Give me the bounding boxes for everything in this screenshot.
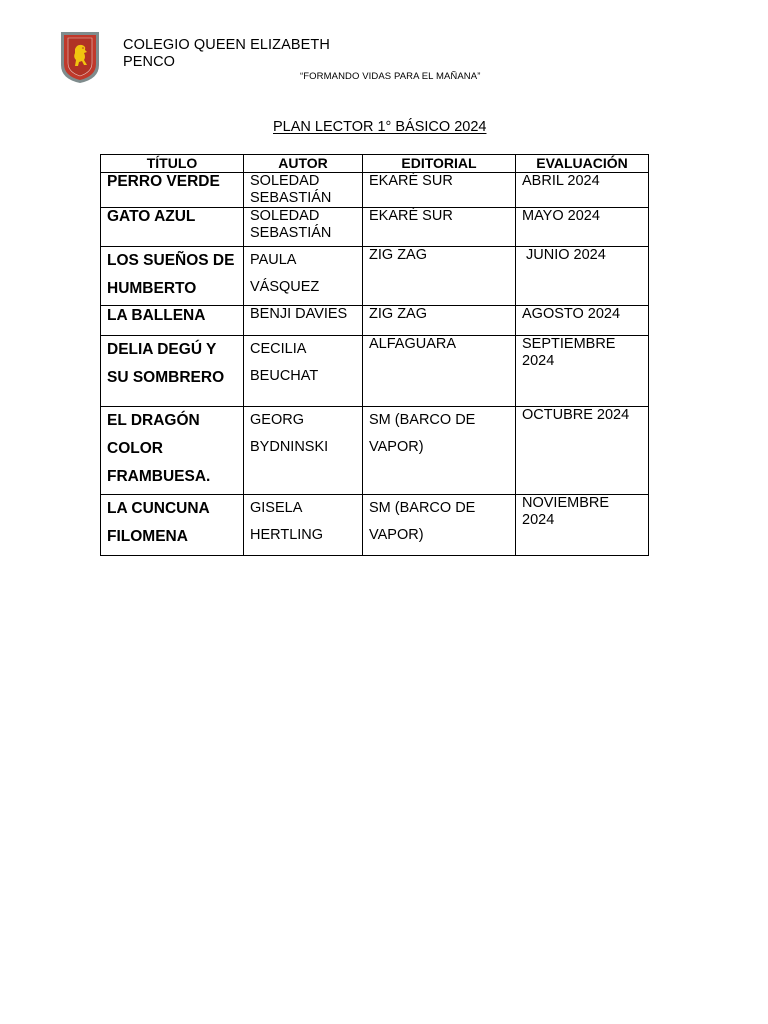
cell-editorial: EKARÉ SUR (363, 173, 516, 208)
cell-evaluacion: ABRIL 2024 (516, 173, 649, 208)
school-crest-icon (59, 29, 101, 85)
cell-titulo: EL DRAGÓN COLOR FRAMBUESA. (101, 407, 244, 495)
column-header-evaluacion: EVALUACIÓN (516, 155, 649, 173)
cell-editorial: EKARÉ SUR (363, 208, 516, 247)
cell-evaluacion: NOVIEMBRE 2024 (516, 495, 649, 556)
cell-autor: SOLEDAD SEBASTIÁN (244, 208, 363, 247)
table-row (101, 247, 649, 306)
table-header-row (101, 155, 649, 173)
cell-evaluacion: OCTUBRE 2024 (516, 407, 649, 495)
school-header (123, 37, 330, 71)
page-title: PLAN LECTOR 1° BÁSICO 2024 (273, 119, 487, 135)
reading-plan-table (100, 154, 649, 556)
cell-autor: GEORG BYDNINSKI (244, 407, 363, 495)
cell-titulo: LOS SUEÑOS DE HUMBERTO (101, 247, 244, 306)
table-row (101, 306, 649, 336)
cell-editorial: SM (BARCO DE VAPOR) (363, 407, 516, 495)
cell-evaluacion: JUNIO 2024 (516, 247, 649, 306)
cell-editorial: SM (BARCO DE VAPOR) (363, 495, 516, 556)
cell-evaluacion: SEPTIEMBRE 2024 (516, 336, 649, 407)
cell-autor: CECILIA BEUCHAT (244, 336, 363, 407)
cell-titulo: LA BALLENA (101, 306, 244, 336)
cell-editorial: ZIG ZAG (363, 306, 516, 336)
table-row (101, 173, 649, 208)
cell-titulo: DELIA DEGÚ Y SU SOMBRERO (101, 336, 244, 407)
school-motto: “FORMANDO VIDAS PARA EL MAÑANA” (300, 71, 481, 82)
cell-autor: SOLEDAD SEBASTIÁN (244, 173, 363, 208)
cell-titulo: GATO AZUL (101, 208, 244, 247)
column-header-titulo: TÍTULO (101, 155, 244, 173)
table-row (101, 336, 649, 407)
column-header-editorial: EDITORIAL (363, 155, 516, 173)
cell-autor: BENJI DAVIES (244, 306, 363, 336)
school-city: PENCO (123, 54, 176, 70)
cell-autor: PAULA VÁSQUEZ (244, 247, 363, 306)
table-row (101, 407, 649, 495)
cell-editorial: ZIG ZAG (363, 247, 516, 306)
cell-autor: GISELA HERTLING (244, 495, 363, 556)
school-name: COLEGIO QUEEN ELIZABETH (123, 37, 330, 53)
table-row (101, 495, 649, 556)
cell-evaluacion: AGOSTO 2024 (516, 306, 649, 336)
cell-editorial: ALFAGUARA (363, 336, 516, 407)
cell-titulo: PERRO VERDE (101, 173, 244, 208)
cell-evaluacion: MAYO 2024 (516, 208, 649, 247)
table-row (101, 208, 649, 247)
cell-titulo: LA CUNCUNA FILOMENA (101, 495, 244, 556)
column-header-autor: AUTOR (244, 155, 363, 173)
